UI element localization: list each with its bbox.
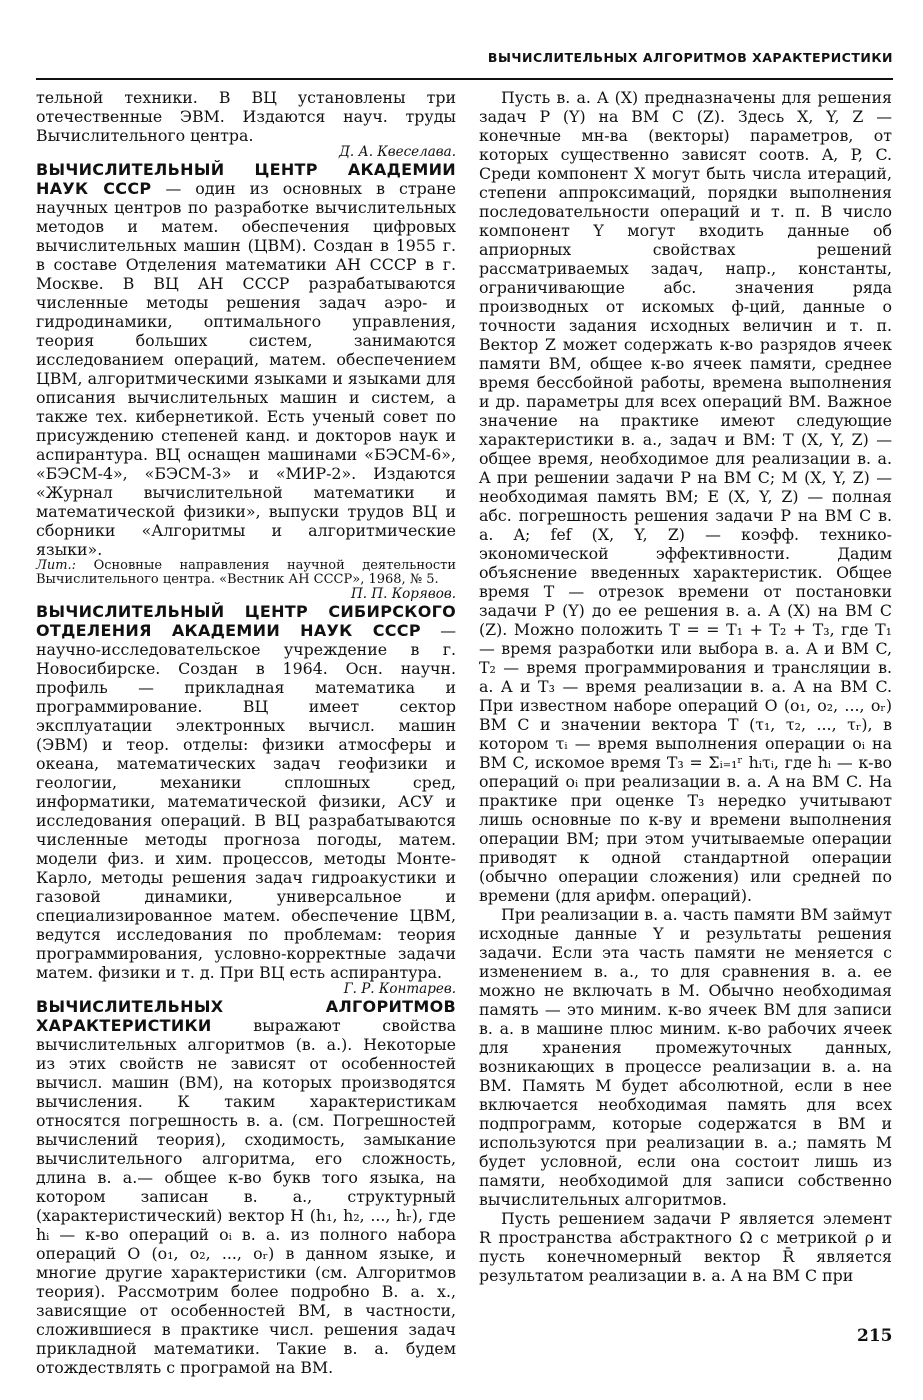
entry-heading-vc-so-an: ВЫЧИСЛИТЕЛЬНЫЙ ЦЕНТР СИБИРСКОГО ОТДЕЛЕНИЯ АКАДЕМИИ НАУК СССР bbox=[36, 602, 456, 640]
entry-heading-algorithm-characteristics: ВЫЧИСЛИТЕЛЬНЫХ АЛГОРИТМОВ ХАРАКТЕРИСТИКИ bbox=[36, 997, 456, 1035]
literature-label: Лит.: bbox=[36, 558, 77, 573]
entry-heading-vc-an-sssr: ВЫЧИСЛИТЕЛЬНЫЙ ЦЕНТР АКАДЕМИИ НАУК СССР bbox=[36, 160, 456, 198]
right-paragraph-1 bbox=[479, 88, 892, 905]
right-column bbox=[479, 88, 892, 1285]
page-number: 215 bbox=[857, 1326, 893, 1346]
right-p1-tail: операций oᵢ при реализации в. а. A на ВМ C. На практике при оценке T₃ нередко учитывают лишь основные по к-ву и времени выполнения операции ВМ; при этом учитываемые операции приводят к одной стандартной операции (обычно операции сложения) или средней по времени (для арифм. операций). bbox=[479, 772, 892, 905]
left-paragraph-1 bbox=[36, 88, 456, 160]
signature-kveselava: Д. А. Квеселава. bbox=[338, 144, 456, 160]
literature-note bbox=[36, 559, 456, 602]
signature-kontarev: Г. Р. Контарев. bbox=[343, 981, 456, 997]
running-title: ВЫЧИСЛИТЕЛЬНЫХ АЛГОРИТМОВ ХАРАКТЕРИСТИКИ bbox=[487, 50, 893, 65]
literature-text: Основные направления научной деятельности Вычислительного центра. «Вестник АН СССР», 1968, № 5. bbox=[36, 558, 456, 587]
sum-formula: C, искомое время T₃ = Σᵢ₌₁ʳ hᵢτᵢ, где hᵢ — к-во bbox=[512, 753, 892, 772]
right-paragraph-2: При реализации в. а. часть памяти ВМ займут исходные данные Y и результаты решения задачи. Если эта часть памяти не меняется с изменением в. а., то для сравнения в. а. ее можно не включать в M. Обычно необходимая память — это миним. к-во ячеек ВМ для записи в. а. в машине плюс миним. к-во рабочих ячеек для хранения промежуточных данных, возникающих в процессе реализации в. а. на ВМ. Память M будет абсолютной, если в нее включается необходимая память для всех подпрограмм, которые содержатся в ВМ и используются при реализации в. а.; память M будет условной, если она состоит лишь из памяти, необходимой для записи собственно вычислительных алгоритмов. bbox=[479, 905, 892, 1209]
entry-vc-so-an bbox=[36, 602, 456, 997]
right-p1-line2: C и значении вектора Т (τ₁, τ₂, ..., τᵣ), в котором τᵢ — время выполнения операции oᵢ на ВМ bbox=[479, 715, 892, 772]
running-header bbox=[36, 38, 893, 80]
entry-body-vc-so-an: — научно-исследовательское учреждение в г. Новосибирске. Создан в 1964. Осн. научн. профиль — прикладная математика и программирование. ВЦ имеет сектор эксплуатации электронных вычисл. машин (ЭВМ) и теор. отделы: физики атмосферы и океана, математических задач геофизики и геологии, механики сплошных сред, информатики, математической физики, АСУ и исследования операций. В ВЦ разрабатываются численные методы прогноза погоды, матем. модели физ. и хим. процессов, методы Монте-Карло, методы решения задач гидроакустики и газовой динамики, универсальное и специализированное матем. обеспечение ЦВМ, ведутся исследования по проблемам: теория программирования, условно-корректные задачи матем. физики и т. д. При ВЦ есть аспирантура. bbox=[36, 621, 456, 982]
signature-koryavov: П. П. Корявов. bbox=[350, 586, 456, 602]
entry-body-algorithm-characteristics: выражают свойства вычислительных алгоритмов (в. а.). Некоторые из этих свойств не зависят от особенностей вычисл. машин (ВМ), на которых производятся вычисления. К таким характеристикам относятся погрешность в. а. (см. Погрешностей вычислений теория), сходимость, замыкание вычислительного алгоритма, его сложность, длина в. а.— общее к-во букв того языка, на котором записан в. а., структурный (характеристический) вектор H (h₁, h₂, ..., hᵣ), где hᵢ — к-во операций oᵢ в. а. из полного набора операций O (o₁, o₂, ..., oᵣ) в данном языке, и многие другие характеристики (см. Алгоритмов теория). Рассмотрим более подробно В. а. х., зависящие от особенностей ВМ, в частности, сложившиеся в практике числ. решения задач прикладной математики. Такие в. а. будем отождествлять с програмой на ВМ. bbox=[36, 1016, 456, 1377]
entry-body-vc-an-sssr: — один из основных в стране научных центров по разработке вычислительных методов и матем. обеспечения цифровых вычислительных машин (ЦВМ). Создан в 1955 г. в составе Отделения математики АН СССР в г. Москве. В ВЦ АН СССР разрабатываются численные методы решения задач аэро- и гидродинамики, оптимального управления, теория больших систем, занимаются исследованием операций, матем. обеспечением ЦВМ, алгоритмическими языками и языками для описания вычислительных машин и систем, а также тех. кибернетикой. Есть ученый совет по присуждению степеней канд. и докторов наук и аспирантура. ВЦ оснащен машинами «БЭСМ-6», «БЭСМ-4», «БЭСМ-3» и «МИР-2». Издаются «Журнал вычислительной математики и математической физики», выпуски трудов ВЦ и сборники «Алгоритмы и алгоритмические языки». bbox=[36, 179, 456, 559]
right-paragraph-3: Пусть решением задачи P является элемент R пространства абстрактного Ω с метрикой ρ и пусть конечномерный вектор R̄ является результатом реализации в. а. A на ВМ C при bbox=[479, 1209, 892, 1285]
entry-vc-an-sssr bbox=[36, 160, 456, 559]
left-p1-text: тельной техники. В ВЦ установлены три отечественные ЭВМ. Издаются науч. труды Вычислительного центра. bbox=[36, 88, 456, 145]
right-p1-text: Пусть в. а. A (X) предназначены для решения задач P (Y) на ВМ C (Z). Здесь X, Y, Z — конечные мн-ва (векторы) параметров, от которых существенно зависят соотв. A, P, C. Среди компонент X могут быть числа итераций, степени аппроксимаций, порядки выполнения последовательности операций и т. п. В число компонент Y могут входить данные об априорных свойствах решений рассматриваемых задач, напр., константы, ограничивающие абс. значения ряда производных от искомых ф-ций, данные о точности задания исходных величин и т. п. Вектор Z может содержать к-во разрядов ячеек памяти ВМ, общее к-во ячеек памяти, среднее время бессбойной работы, времена выполнения и др. параметры для всех операций ВМ. Важное значение на практике имеют следующие характеристики в. а., задач и ВМ: T (X, Y, Z) — общее время, необходимое для реализации в. а. A при решении задачи P на ВМ C; M (X, Y, Z) — необходимая память ВМ; E (X, Y, Z) — полная абс. погрешность решения задачи P на ВМ C в. а. A; fef (X, Y, Z) — коэфф. технико-экономической эффективности. Дадим объяснение введенных характеристик. Общее время T — отрезок времени от постановки задачи P (Y) до ее решения в. а. A (X) на ВМ C (Z). Можно положить T = = T₁ + T₂ + T₃, где T₁ — время разработки или выбора в. а. A и ВМ C, T₂ — время программирования и трансляции в. а. A и T₃ — время реализации в. а. A на ВМ C. При известном наборе операций O (o₁, o₂, ..., oᵣ) ВМ bbox=[479, 88, 892, 734]
entry-algorithm-characteristics bbox=[36, 997, 456, 1377]
left-column bbox=[36, 88, 456, 1377]
